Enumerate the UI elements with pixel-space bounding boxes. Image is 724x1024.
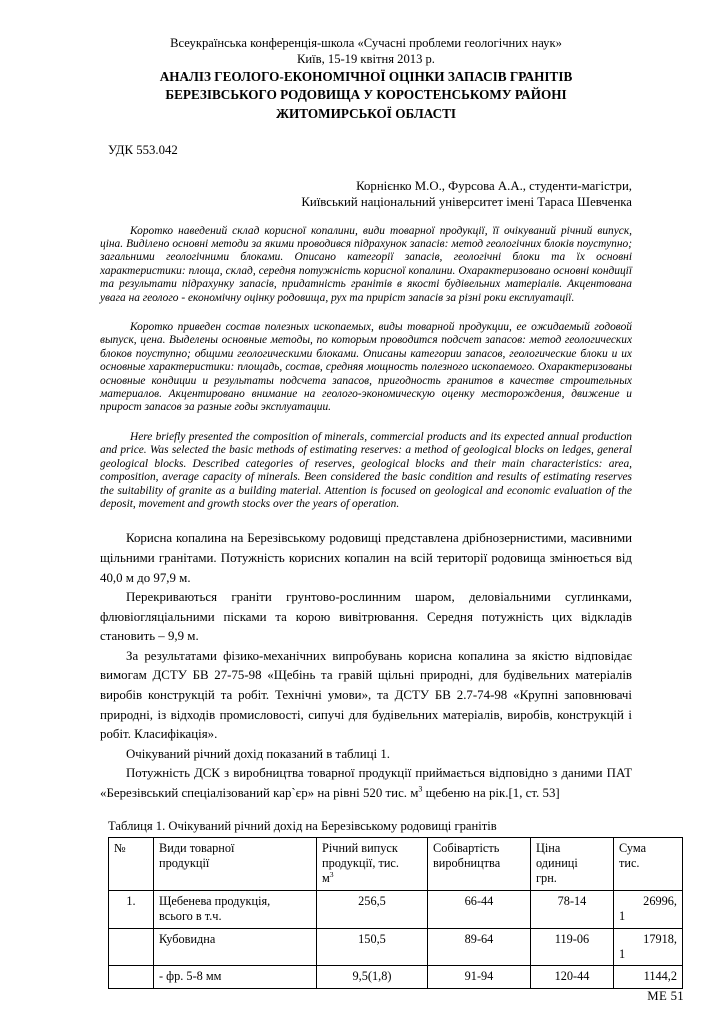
cell-sum-head: 1144,2 <box>643 969 677 984</box>
page-title <box>100 69 632 122</box>
column-header-output-line1: Річний випуск <box>322 840 398 855</box>
cell-kind <box>154 890 317 928</box>
column-header-kind-line2: продукції <box>159 856 210 871</box>
column-header-output-superscript: 3 <box>329 870 334 880</box>
column-header-price-line3: грн. <box>536 871 557 886</box>
cell-output: 9,5(1,8) <box>317 966 428 988</box>
title-line-2: БЕРЕЗІВСЬКОГО РОДОВИЩА У КОРОСТЕНСЬКОМУ РАЙОНІ <box>165 87 567 103</box>
cell-sum <box>614 966 683 988</box>
cell-kind-line1: Кубовидна <box>159 931 216 946</box>
cell-cost: 89-64 <box>428 928 531 966</box>
column-header-output <box>317 837 428 890</box>
column-header-cost-line1: Собівартість <box>433 840 500 855</box>
abstract-english: Here briefly presented the composition of minerals, commercial products and its expected annual production and price. Was selected the basic methods of estimating reserves: a method of geological blocks on ledges, general geological blocks. Described categories of reserves, geological blocks and their main characteristics: area, composition, average capacity of minerals. Been considered the basic condition and results of estimating reserves the suitability of granite as a building material. Attention is focused on geological and economic evaluation of the deposit, movement and growth stocks over the years of operation. <box>100 430 632 510</box>
table-row <box>109 928 683 966</box>
udc-code: УДК 553.042 <box>108 142 178 157</box>
cell-kind-line2: всього в т.ч. <box>159 909 222 924</box>
table-row <box>109 966 683 988</box>
title-line-1: АНАЛІЗ ГЕОЛОГО-ЕКОНОМІЧНОЇ ОЦІНКИ ЗАПАСІВ ГРАНІТІВ <box>159 69 573 85</box>
cell-sum <box>614 928 683 966</box>
column-header-sum-line1: Сума <box>619 840 647 855</box>
cell-price: 119-06 <box>531 928 614 966</box>
conference-date-place: Київ, 15-19 квітня 2013 р. <box>297 51 435 66</box>
body-paragraph-3: За результатами фізико-механічних випробувань корисна копалина за якістю відповідає вимогам ДСТУ БВ 27-75-98 «Щебінь та гравій щільні природні, для будівельних матеріалів виробів конструкцій та робіт. Технічні умови», та ДСТУ БВ 2.7-74-98 «Крупні заповнювачі природні, із відходів промисловості, сипучі для будівельних матеріалів, виробів, конструкцій і робіт. Класифікація». <box>100 648 632 742</box>
title-line-3: ЖИТОМИРСЬКОЇ ОБЛАСТІ <box>275 105 457 121</box>
cell-output: 150,5 <box>317 928 428 966</box>
body-paragraph-1: Корисна копалина на Березівському родовищі представлена дрібнозернистими, масивними щільними гранітами. Потужність корисних копалин на всій території родовища змінюється від 40,0 м до 97,9 м. <box>100 531 632 585</box>
cell-price: 120-44 <box>531 966 614 988</box>
body-paragraph-2: Перекриваються граніти грунтово-рослинним шаром, деловіальними суглинками, флювіогляціальними пісками та корою вивітрювання. Середня потужність цих відкладів становить – 9,9 м. <box>100 590 632 644</box>
body-paragraph-5-text-a: Потужність ДСК з виробництва товарної продукції приймається відповідно з даними ПАТ «Березівський спеціалізований кар`єр» на рівні 520 тис. м <box>100 766 632 801</box>
cell-kind-line1: - фр. 5-8 мм <box>159 969 222 984</box>
abstract-ukrainian: Коротко наведений склад корисної копалини, види товарної продукції, її очікуваний річний випуск, ціна. Виділено основні методи за якими проводився підрахунок запасів: метод геологічних блоків поуступно; загальними геологічними блоками. Описано категорії запасів, геологічні блоки та їх основні характеристики: площа, склад, середня потужність корисної копалини. Охарактеризовано основні кондиції та результати підрахунку запасів, придатність гранітів в якості будівельних матеріалів. Акцентована увага на геолого - економічну оцінку родовища, рух та приріст запасів за різні роки експлуатації. <box>100 224 632 304</box>
column-header-price-line2: одиниці <box>536 856 578 871</box>
page-footer: МЕ 51 <box>647 989 684 1003</box>
cell-no <box>109 966 154 988</box>
column-header-kind-line1: Види товарної <box>159 840 235 855</box>
column-header-price-line1: Ціна <box>536 840 561 855</box>
author-names: Корнієнко М.О., Фурсова А.А., студенти-магістри, <box>356 178 632 193</box>
cell-kind <box>154 928 317 966</box>
cell-cost: 66-44 <box>428 890 531 928</box>
cell-price: 78-14 <box>531 890 614 928</box>
column-header-no: № <box>109 837 154 890</box>
column-header-sum-line2: тис. <box>619 856 640 871</box>
cell-sum-tail: 1 <box>619 947 626 962</box>
cell-kind-line1: Щебенева продукція, <box>159 893 271 908</box>
cubic-meter-superscript: 3 <box>418 784 423 794</box>
cell-sum-head: 26996, <box>643 893 677 908</box>
cell-kind <box>154 966 317 988</box>
abstract-russian: Коротко приведен состав полезных ископаемых, виды товарной продукции, ее ожидаемый годовой выпуск, цена. Выделены основные методы, по которым проводится подсчет запасов: метод геологических блоков поуступно; общими геологическими блоками. Описаны категории запасов, геологические блоки и их основные характеристики: площадь, состав, средняя мощность полезного ископаемого. Охарактеризованы основные кондиции и результаты подсчета запасов, пригодность гранитов в качестве строительных материалов. Акцентировано внимание на геолого-экономическую оценку месторождения, движение и прирост запасов за разные годы эксплуатации. <box>100 321 632 414</box>
author-affiliation: Київський національний університет імені Тараса Шевченка <box>301 195 632 210</box>
annual-income-table <box>108 837 683 989</box>
cell-sum-head: 17918, <box>643 931 677 946</box>
column-header-sum <box>614 837 683 890</box>
cell-sum <box>614 890 683 928</box>
table-row <box>109 890 683 928</box>
column-header-kind <box>154 837 317 890</box>
cell-sum-tail: 1 <box>619 909 626 924</box>
body-paragraph-4: Очікуваний річний дохід показаний в таблиці 1. <box>126 746 390 761</box>
body-paragraph-5-text-b: щебеню на рік.[1, ст. 53] <box>422 786 560 801</box>
column-header-output-line2: продукції, тис. <box>322 856 399 871</box>
cell-no: 1. <box>109 890 154 928</box>
column-header-output-line3: м <box>322 871 330 886</box>
column-header-cost-line2: виробництва <box>433 856 501 871</box>
column-header-price <box>531 837 614 890</box>
conference-header <box>100 36 632 67</box>
cell-cost: 91-94 <box>428 966 531 988</box>
table-caption: Таблиця 1. Очікуваний річний дохід на Березівському родовищі гранітів <box>108 818 497 833</box>
authors-block <box>100 178 632 211</box>
cell-output: 256,5 <box>317 890 428 928</box>
conference-name: Всеукраїнська конференція-школа «Сучасні проблеми геологічних наук» <box>170 36 562 50</box>
cell-no <box>109 928 154 966</box>
column-header-cost <box>428 837 531 890</box>
body-paragraph-5 <box>100 764 632 803</box>
table-header-row <box>109 837 683 890</box>
